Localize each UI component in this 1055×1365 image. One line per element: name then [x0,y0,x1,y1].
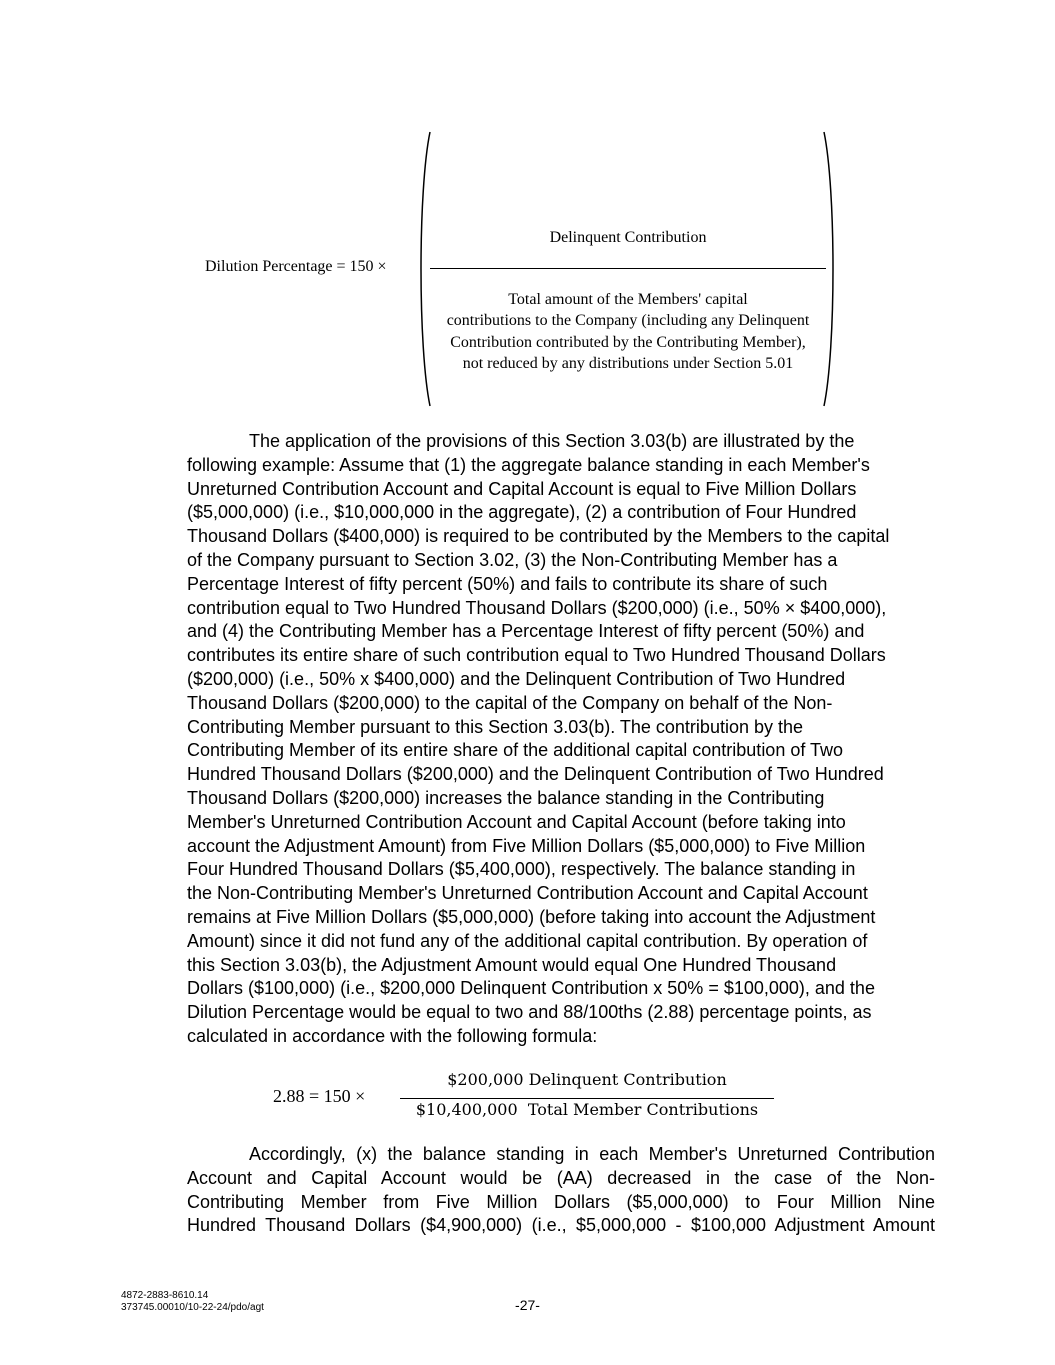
paragraph-line: The application of the provisions of this Section 3.03(b) are illustrated by the [249,431,855,451]
paragraph-line: Hundred Thousand Dollars ($4,900,000) (i.e., $5,000,000 - $100,000 Adjustment Amount [187,1215,935,1236]
paragraph-line: of the Company pursuant to Section 3.02, (3) the Non-Contributing Member has a [187,549,838,570]
paragraph-line: Contributing Member pursuant to this Section 3.03(b). The contribution by the [187,716,804,737]
formula2-denominator: $10,400,000 Total Member Contributions [415,1100,759,1119]
paragraph-line: Amount) since it did not fund any of the additional capital contribution. By operation of [187,930,868,951]
formula1-denominator-line: Contribution contributed by the Contributing Member), [450,333,806,351]
paragraph-line: Unreturned Contribution Account and Capital Account is equal to Five Million Dollars [187,478,857,499]
formula1-fraction-bar [430,268,826,269]
paragraph-line: Dilution Percentage would be equal to two and 88/100ths (2.88) percentage points, as [187,1002,872,1023]
paragraph-line: Hundred Thousand Dollars ($200,000) and the Delinquent Contribution of Two Hundred [187,764,884,785]
paragraph-line: Thousand Dollars ($400,000) is required to be contributed by the Members to the capital [187,526,890,547]
paragraph-line: following example: Assume that (1) the aggregate balance standing in each Member's [187,454,870,475]
document-id-line: 4872-2883-8610.14 [121,1290,209,1301]
paragraph-line: Contributing Member from Five Million Dollars ($5,000,000) to Four Million Nine [187,1191,935,1212]
paragraph-line: this Section 3.03(b), the Adjustment Amount would equal One Hundred Thousand [187,954,837,975]
paragraph-line: Contributing Member of its entire share of the additional capital contribution of Two [187,740,844,761]
paragraph-line: calculated in accordance with the following formula: [187,1025,598,1046]
paragraph-line: contribution equal to Two Hundred Thousand Dollars ($200,000) (i.e., 50% × $400,000), [187,597,887,618]
accordingly-paragraph [187,1143,935,1238]
paragraph-line: Account and Capital Account would be (AA) decreased in the case of the Non- [187,1167,935,1188]
document-id-line: 373745.00010/10-22-24/pdo/agt [121,1302,264,1313]
formula2-numerator: $200,000 Delinquent Contribution [447,1070,727,1089]
formula1-denominator [426,289,830,374]
formula1-denominator-line: contributions to the Company (including any Delinquent [446,312,810,330]
paragraph-line: Thousand Dollars ($200,000) to the capital of the Company on behalf of the Non- [187,692,833,713]
paragraph-line: ($200,000) (i.e., 50% x $400,000) and the Delinquent Contribution of Two Hundred [187,668,846,689]
paragraph-line: Member's Unreturned Contribution Account and Capital Account (before taking into [187,811,846,832]
paragraph-line: and (4) the Contributing Member has a Percentage Interest of fifty percent (50%) and [187,621,865,642]
formula1-denominator-line: not reduced by any distributions under Section 5.01 [462,354,794,372]
dilution-formula-lhs: Dilution Percentage = 150 × [205,258,387,275]
paragraph-line: the Non-Contributing Member's Unreturned Contribution Account and Capital Account [187,883,868,904]
paragraph-line: Thousand Dollars ($200,000) increases the balance standing in the Contributing [187,787,825,808]
paragraph-line: contributes its entire share of such contribution equal to Two Hundred Thousand Dollars [187,645,886,666]
paragraph-line: remains at Five Million Dollars ($5,000,000) (before taking into account the Adjustment [187,906,876,927]
page-number: -27- [515,1297,540,1313]
formula1-numerator: Delinquent Contribution [549,229,707,246]
formula1-denominator-line: Total amount of the Members' capital [508,291,748,308]
formula2-fraction-bar [400,1098,774,1099]
paragraph-line: account the Adjustment Amount) from Five Million Dollars ($5,000,000) to Five Million [187,835,866,856]
example-paragraph [187,430,935,1049]
paragraph-line: Accordingly, (x) the balance standing in each Member's Unreturned Contribution [249,1144,935,1164]
paragraph-line: Dollars ($100,000) (i.e., $200,000 Delinquent Contribution x 50% = $100,000), and the [187,978,875,999]
paragraph-line: Four Hundred Thousand Dollars ($5,400,000), respectively. The balance standing in [187,859,856,880]
calculation-formula-lhs: 2.88 = 150 × [273,1086,366,1106]
paragraph-line: ($5,000,000) (i.e., $10,000,000 in the aggregate), (2) a contribution of Four Hundred [187,502,857,523]
paragraph-line: Percentage Interest of fifty percent (50%) and fails to contribute its share of such [187,573,828,594]
